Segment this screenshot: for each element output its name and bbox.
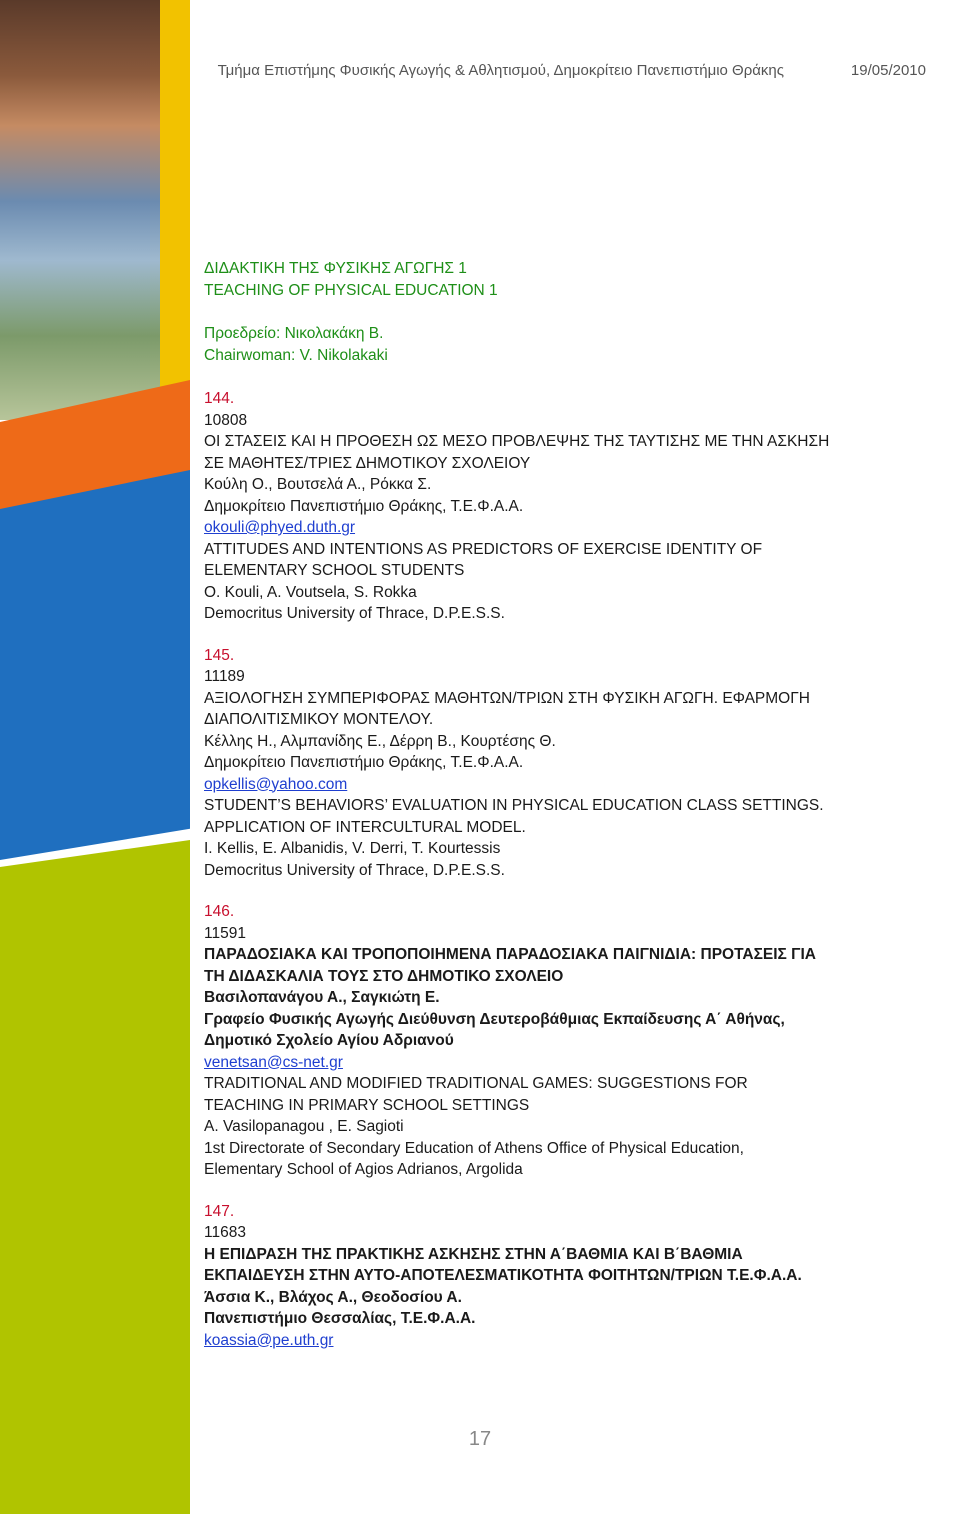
entry-code: 11591 (204, 924, 246, 942)
entry-code: 10808 (204, 411, 248, 429)
header-institution: Τμήμα Επιστήμης Φυσικής Αγωγής & Αθλητισμού, Δημοκρίτειο Πανεπιστήμιο Θράκης (217, 62, 784, 79)
abstract-entry-145 (204, 645, 952, 882)
entry-number: 144. (204, 390, 235, 407)
entry-title-en: APPLICATION OF INTERCULTURAL MODEL. (204, 818, 526, 836)
entry-affiliation-en: Democritus University of Thrace, D.P.E.S.S. (204, 861, 505, 879)
entry-number: 147. (204, 1202, 235, 1220)
entry-code: 11683 (204, 1224, 246, 1241)
session-chair-gr: Προεδρείο: Νικολακάκη Β. (204, 325, 384, 342)
entry-email-link[interactable]: koassia@pe.uth.gr (204, 1331, 334, 1349)
entry-affiliation-en: 1st Directorate of Secondary Education of Athens Office of Physical Education, (204, 1139, 744, 1157)
entry-title-gr: ΔΙΑΠΟΛΙΤΙΣΜΙΚΟΥ ΜΟΝΤΕΛΟΥ. (204, 711, 434, 728)
entry-email-link[interactable]: venetsan@cs-net.gr (204, 1053, 343, 1071)
entry-authors-en: O. Kouli, A. Voutsela, S. Rokka (204, 583, 417, 601)
entry-title-en: TRADITIONAL AND MODIFIED TRADITIONAL GAMES: SUGGESTIONS FOR (204, 1075, 748, 1092)
entry-authors-gr: Άσσια Κ., Βλάχος Α., Θεοδοσίου Α. (204, 1288, 462, 1306)
entry-title-gr: ΠΑΡΑΔΟΣΙΑΚΑ ΚΑΙ ΤΡΟΠΟΠΟΙΗΜΕΝΑ ΠΑΡΑΔΟΣΙΑΚΑ ΠΑΙΓΝΙΔΙΑ: ΠΡΟΤΑΣΕΙΣ ΓΙΑ (204, 946, 816, 963)
entry-affiliation-gr: Δημοκρίτειο Πανεπιστήμιο Θράκης, Τ.Ε.Φ.Α.Α. (204, 497, 524, 515)
entry-title-en: STUDENT’S BEHAVIORS’ EVALUATION IN PHYSICAL EDUCATION CLASS SETTINGS. (204, 797, 824, 814)
entry-title-gr: Η ΕΠΙΔΡΑΣΗ ΤΗΣ ΠΡΑΚΤΙΚΗΣ ΑΣΚΗΣΗΣ ΣΤΗΝ Α΄ΒΑΘΜΙΑ ΚΑΙ Β΄ΒΑΘΜΙΑ (204, 1245, 743, 1263)
entry-number: 145. (204, 646, 235, 664)
abstract-entry-147 (204, 1201, 952, 1352)
entry-affiliation-gr: Δημοτικό Σχολείο Αγίου Αδριανού (204, 1032, 454, 1049)
header-date: 19/05/2010 (850, 62, 926, 79)
page-number: 17 (468, 1428, 492, 1450)
entry-title-gr: ΣΕ ΜΑΘΗΤΕΣ/ΤΡΙΕΣ ΔΗΜΟΤΙΚΟΥ ΣΧΟΛΕΙΟΥ (204, 454, 531, 472)
entry-affiliation-gr: Γραφείο Φυσικής Αγωγής Διεύθυνση Δευτεροβάθμιας Εκπαίδευσης Α΄ Αθήνας, (204, 1010, 785, 1028)
entry-title-en: TEACHING IN PRIMARY SCHOOL SETTINGS (204, 1096, 530, 1114)
entry-authors-gr: Κούλη Ο., Βουτσελά Α., Ρόκκα Σ. (204, 476, 432, 493)
entry-number: 146. (204, 903, 235, 920)
entry-authors-en: A. Vasilopanagou , E. Sagioti (204, 1118, 404, 1135)
green-band (0, 840, 190, 1514)
session-title-en: TEACHING OF PHYSICAL EDUCATION 1 (204, 281, 498, 299)
program-content (204, 258, 952, 1351)
blue-band (0, 470, 190, 860)
entry-affiliation-en: Elementary School of Agios Adrianos, Argolida (204, 1161, 523, 1178)
entry-authors-en: I. Kellis, E. Albanidis, V. Derri, T. Kourtessis (204, 840, 501, 857)
entry-title-gr: ΤΗ ΔΙΔΑΣΚΑΛΙΑ ΤΟΥΣ ΣΤΟ ΔΗΜΟΤΙΚΟ ΣΧΟΛΕΙΟ (204, 967, 564, 985)
entry-email-link[interactable]: opkellis@yahoo.com (204, 775, 348, 793)
entry-authors-gr: Βασιλοπανάγου Α., Σαγκιώτη Ε. (204, 989, 440, 1006)
entry-email-link[interactable]: okouli@phyed.duth.gr (204, 519, 356, 536)
entry-affiliation-en: Democritus University of Thrace, D.P.E.S.S. (204, 605, 505, 622)
abstract-entry-146 (204, 901, 952, 1181)
entry-affiliation-gr: Πανεπιστήμιο Θεσσαλίας, Τ.Ε.Φ.Α.Α. (204, 1310, 476, 1327)
session-chair-en: Chairwoman: V. Nikolakaki (204, 346, 388, 364)
entry-title-gr: ΕΚΠΑΙΔΕΥΣΗ ΣΤΗΝ ΑΥΤΟ-ΑΠΟΤΕΛΕΣΜΑΤΙΚΟΤΗΤΑ ΦΟΙΤΗΤΩΝ/ΤΡΙΩΝ Τ.Ε.Φ.Α.Α. (204, 1267, 802, 1284)
entry-title-gr: ΑΞΙΟΛΟΓΗΣΗ ΣΥΜΠΕΡΙΦΟΡΑΣ ΜΑΘΗΤΩΝ/ΤΡΙΩΝ ΣΤΗ ΦΥΣΙΚΗ ΑΓΩΓΗ. ΕΦΑΡΜΟΓΗ (204, 689, 810, 707)
entry-title-en: ELEMENTARY SCHOOL STUDENTS (204, 562, 465, 579)
yellow-band (160, 0, 190, 420)
entry-code: 11189 (204, 668, 245, 685)
children-photo (0, 0, 160, 420)
abstract-entry-144 (204, 388, 952, 625)
entry-title-gr: ΟΙ ΣΤΑΣΕΙΣ ΚΑΙ Η ΠΡΟΘΕΣΗ ΩΣ ΜΕΣΟ ΠΡΟΒΛΕΨΗΣ ΤΗΣ ΤΑΥΤΙΣΗΣ ΜΕ ΤΗΝ ΑΣΚΗΣΗ (204, 433, 830, 450)
entry-authors-gr: Κέλλης Η., Αλμπανίδης Ε., Δέρρη Β., Κουρτέσης Θ. (204, 732, 556, 750)
entry-title-en: ATTITUDES AND INTENTIONS AS PREDICTORS OF EXERCISE IDENTITY OF (204, 540, 763, 558)
entry-affiliation-gr: Δημοκρίτειο Πανεπιστήμιο Θράκης, Τ.Ε.Φ.Α.Α. (204, 754, 524, 771)
session-title-gr: ΔΙΔΑΚΤΙΚΗ ΤΗΣ ΦΥΣΙΚΗΣ ΑΓΩΓΗΣ 1 (204, 260, 467, 277)
decorative-side-strip (0, 0, 190, 1514)
